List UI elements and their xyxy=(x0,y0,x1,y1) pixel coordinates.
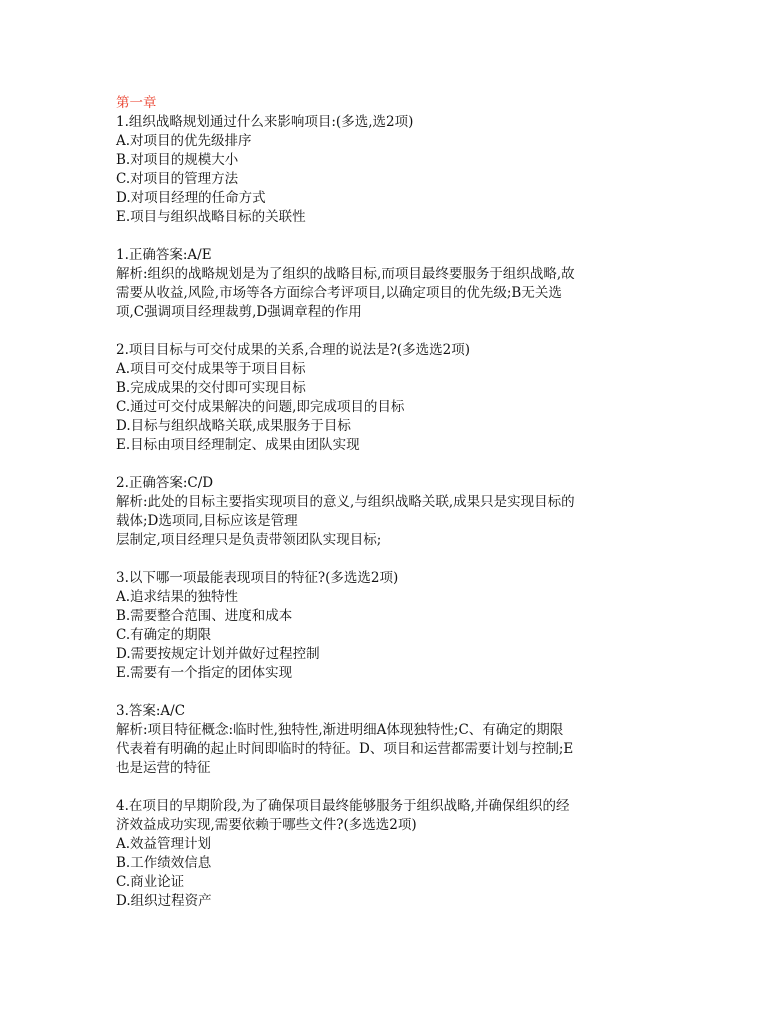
question-line: D.目标与组织战略关联,成果服务于目标 xyxy=(116,418,351,434)
question-line: C.通过可交付成果解决的问题,即完成项目的目标 xyxy=(116,399,405,415)
answer-line: 代表着有明确的起止时间即临时的特征。D、项目和运营都需要计划与控制;E xyxy=(116,741,574,757)
qa-blocks xyxy=(116,113,656,911)
answer-block xyxy=(116,246,656,322)
answer-line: 3.答案:A/C xyxy=(116,703,186,719)
question-line: 4.在项目的早期阶段,为了确保项目最终能够服务于组织战略,并确保组织的经 xyxy=(116,798,570,814)
question-line: 3.以下哪一项最能表现项目的特征?(多选选2项) xyxy=(116,570,399,586)
question-line: D.需要按规定计划并做好过程控制 xyxy=(116,646,320,662)
answer-line: 层制定,项目经理只是负责带领团队实现目标; xyxy=(116,532,382,548)
question-line: E.目标由项目经理制定、成果由团队实现 xyxy=(116,437,360,453)
question-line: B.需要整合范围、进度和成本 xyxy=(116,608,293,624)
question-line: 1.组织战略规划通过什么来影响项目:(多选,选2项) xyxy=(116,114,414,130)
question-line: B.对项目的规模大小 xyxy=(116,152,239,168)
question-line: E.项目与组织战略目标的关联性 xyxy=(116,209,306,225)
question-block xyxy=(116,113,656,227)
chapter-title: 第一章 xyxy=(116,95,157,111)
question-line: A.效益管理计划 xyxy=(116,836,212,852)
question-line: D.组织过程资产 xyxy=(116,893,212,909)
answer-line: 也是运营的特征 xyxy=(116,760,211,776)
answer-line: 2.正确答案:C/D xyxy=(116,475,214,491)
question-line: C.有确定的期限 xyxy=(116,627,212,643)
answer-line: 1.正确答案:A/E xyxy=(116,247,212,263)
question-line: B.完成成果的交付即可实现目标 xyxy=(116,380,306,396)
answer-block xyxy=(116,474,656,550)
question-block xyxy=(116,569,656,683)
question-line: D.对项目经理的任命方式 xyxy=(116,190,266,206)
question-line: C.对项目的管理方法 xyxy=(116,171,239,187)
question-line: C.商业论证 xyxy=(116,874,185,890)
question-line: A.追求结果的独特性 xyxy=(116,589,239,605)
answer-line: 需要从收益,风险,市场等各方面综合考评项目,以确定项目的优先级;B无关选 xyxy=(116,285,562,301)
question-line: A.项目可交付成果等于项目目标 xyxy=(116,361,306,377)
answer-line: 解析:此处的目标主要指实现项目的意义,与组织战略关联,成果只是实现目标的 xyxy=(116,494,575,510)
answer-block xyxy=(116,702,656,778)
question-line: 济效益成功实现,需要依赖于哪些文件?(多选选2项) xyxy=(116,817,417,833)
question-line: B.工作绩效信息 xyxy=(116,855,212,871)
answer-line: 载体;D选项同,目标应该是管理 xyxy=(116,513,298,529)
answer-line: 解析:项目特征概念:临时性,独特性,渐进明细A体现独特性;C、有确定的期限 xyxy=(116,722,564,738)
question-line: E.需要有一个指定的团体实现 xyxy=(116,665,293,681)
answer-line: 解析:组织的战略规划是为了组织的战略目标,而项目最终要服务于组织战略,故 xyxy=(116,266,575,282)
question-block xyxy=(116,797,656,911)
document-content xyxy=(116,94,656,911)
question-line: A.对项目的优先级排序 xyxy=(116,133,252,149)
question-block xyxy=(116,341,656,455)
answer-line: 项,C强调项目经理裁剪,D强调章程的作用 xyxy=(116,304,362,320)
question-line: 2.项目目标与可交付成果的关系,合理的说法是?(多选选2项) xyxy=(116,342,471,358)
